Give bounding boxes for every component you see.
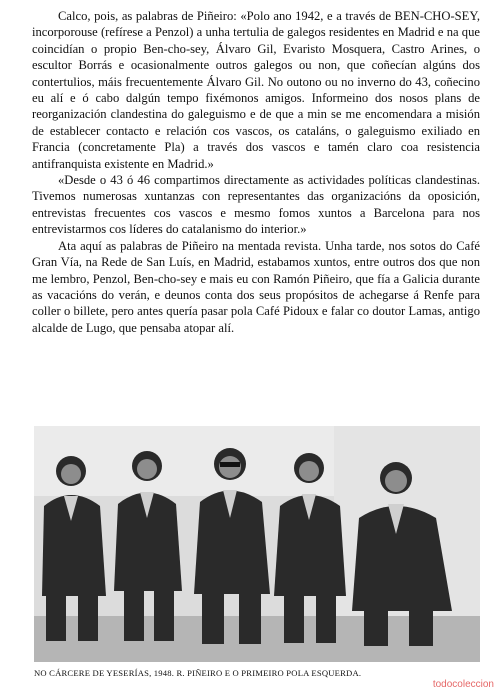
watermark: todocoleccion: [432, 679, 494, 690]
paragraph-2: «Desde o 43 ó 46 compartimos directamente as actividades políticas clandestinas. Tivemos numerosas xuntanzas con representantes das organizacións da oposición, entrevistas frecuentes cos vascos e mesmo fomos xuntos a Barcelona para nos entrevistarmos cos líderes do catalanismo do interior.»: [32, 173, 480, 237]
paragraph-3: Ata aquí as palabras de Piñeiro na mentada revista. Unha tarde, nos sotos do Café Gran Vía, na Rede de San Luís, en Madrid, estabamos xuntos, entre outros dos que non me lembro, Penzol, Ben-cho-sey e mais eu con Ramón Piñeiro, que fía a Galicia durante as vacacións do verán, e deunos conta dos seus propósitos de achegarse á Renfe para coller o billete, pero antes quería pasar pola Café Pidoux e falar co doutor Lamas, antigo alcalde de Lugo, que pensaba atopar alí.: [32, 238, 480, 335]
article-body: [32, 8, 480, 336]
photo-caption: NO CÁRCERE DE YESERÍAS, 1948. R. PIÑEIRO E O PRIMEIRO POLA ESQUERDA.: [34, 668, 362, 678]
group-photo: [34, 426, 480, 662]
photo-illustration: [34, 426, 480, 662]
paragraph-1: Calco, pois, as palabras de Piñeiro: «Polo ano 1942, e a través de BEN-CHO-SEY, incorporouse (refírese a Penzol) a unha tertulia de galegos residentes en Madrid e na que coincidían o propio Ben-cho-sey, Álvaro Gil, Evaristo Mosquera, Castro Arines, o escultor Borrás e ocasionalmente outros galegos ou non, que coñecían algúns dos contertulios, máis frecuentemente Álvaro Gil. No outono ou no inverno do 43, coñecino eu alí e ó cabo dalgún tempo fixémonos amigos. Informeino dos nosos plans de reorganización clandestina do galeguismo e de que a min se me encomendara a misión de establecer contacto e relación cos vascos, os cataláns, o galeguismo exiliado en Francia (concretamente Pla) a través dos vascos e tamén claro coa resistencia antifranquista existente en Madrid.»: [32, 9, 480, 171]
